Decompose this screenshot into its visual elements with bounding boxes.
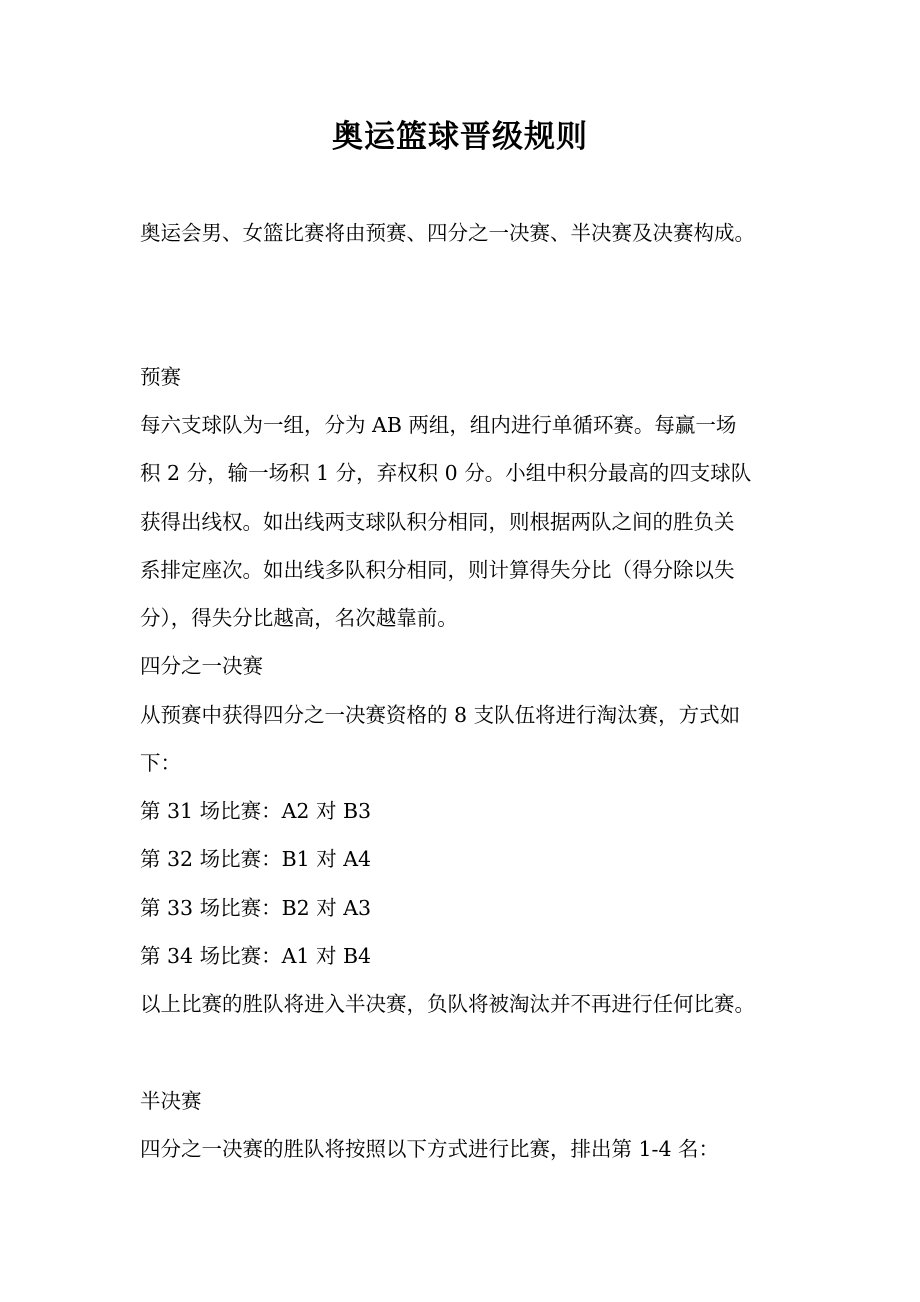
- section-heading-semifinal: 半决赛: [140, 1089, 202, 1113]
- preliminary-text-line: 分），得失分比越高，名次越靠前。: [140, 606, 458, 630]
- match-line: 第 33 场比赛：B2 对 A3: [140, 896, 372, 920]
- quarterfinal-text-line: 从预赛中获得四分之一决赛资格的 8 支队伍将进行淘汰赛，方式如: [140, 703, 741, 727]
- section-heading-preliminary: 预赛: [140, 365, 181, 389]
- preliminary-text-line: 系排定座次。如出线多队积分相同，则计算得失分比（得分除以失: [140, 558, 735, 582]
- section-heading-quarterfinal: 四分之一决赛: [140, 654, 263, 678]
- document-title: 奥运篮球晋级规则: [332, 119, 588, 155]
- semifinal-text-line: 四分之一决赛的胜队将按照以下方式进行比赛，排出第 1-4 名：: [140, 1137, 720, 1161]
- quarterfinal-text-line: 下：: [140, 751, 181, 775]
- preliminary-text-line: 积 2 分，输一场积 1 分，弃权积 0 分。小组中积分最高的四支球队: [140, 461, 752, 485]
- match-line: 第 34 场比赛：A1 对 B4: [140, 944, 372, 968]
- match-line: 第 32 场比赛：B1 对 A4: [140, 847, 372, 871]
- preliminary-text-line: 获得出线权。如出线两支球队积分相同，则根据两队之间的胜负关: [140, 510, 735, 534]
- match-line: 第 31 场比赛：A2 对 B3: [140, 799, 372, 823]
- intro-paragraph: 奥运会男、女篮比赛将由预赛、四分之一决赛、半决赛及决赛构成。: [140, 221, 755, 245]
- preliminary-text-line: 每六支球队为一组，分为 AB 两组，组内进行单循环赛。每赢一场: [140, 413, 737, 437]
- quarterfinal-text-line: 以上比赛的胜队将进入半决赛，负队将被淘汰并不再进行任何比赛。: [140, 992, 755, 1016]
